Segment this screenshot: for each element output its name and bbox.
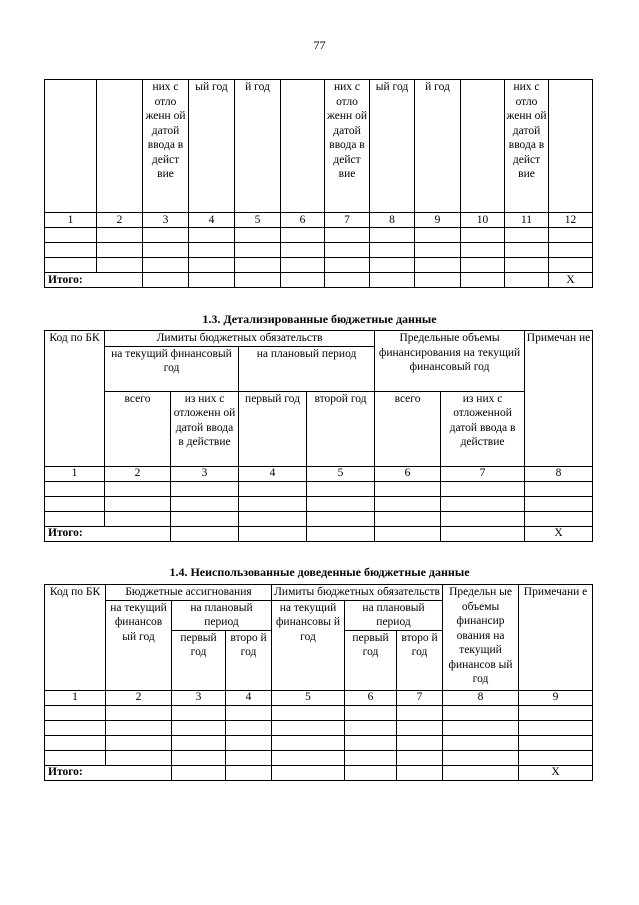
column-number-row [45,466,593,481]
column-number: 7 [325,213,370,228]
l-second-header: второ й год [397,630,443,690]
assignments-header: Бюджетные ассигнования [106,585,272,601]
total-label: Итого: [45,765,172,780]
total-row [45,273,593,288]
column-number: 6 [345,690,397,705]
column-number: 11 [505,213,549,228]
second-year-header: второй год [307,391,375,466]
table-row [45,496,593,511]
continued-table [44,79,593,288]
column-number: 8 [525,466,593,481]
column-number: 7 [441,466,525,481]
column-number: 8 [370,213,415,228]
column-number: 8 [443,690,519,705]
l-plan-header: на плановый период [345,600,443,630]
table-row [45,750,593,765]
deferred-header: из них с отложенн ой датой ввода в действие [171,391,239,466]
fin-total-header: всего [375,391,441,466]
header-cell: й год [415,80,461,213]
table-row [45,720,593,735]
header-cell: них с отло женн ой датой ввода в дейст вие [505,80,549,213]
x-mark: X [519,765,593,780]
l-first-header: первый год [345,630,397,690]
column-number: 4 [189,213,235,228]
limits-header: Лимиты бюджетных обязательств [272,585,443,601]
header-cell [461,80,505,213]
first-year-header: первый год [239,391,307,466]
note-header: Примечан ие [525,331,593,467]
note-header: Примечани е [519,585,593,691]
header-cell: ый год [189,80,235,213]
table-row [45,705,593,720]
current-year-header: на текущий финансовый год [105,346,239,391]
table-row [45,735,593,750]
x-mark: X [549,273,593,288]
table-row [45,511,593,526]
column-number: 5 [235,213,281,228]
column-number: 9 [415,213,461,228]
table-row [45,228,593,243]
column-number: 9 [519,690,593,705]
a-current-header: на текущий финансов ый год [106,600,172,690]
column-number: 3 [171,466,239,481]
header-cell [45,80,97,213]
detailed-budget-table [44,330,593,542]
column-number: 2 [97,213,143,228]
fragment-header-row [45,80,593,213]
a-plan-header: на плановый период [172,600,272,630]
column-number: 12 [549,213,593,228]
unused-budget-table [44,584,593,781]
column-number: 10 [461,213,505,228]
total-header: всего [105,391,171,466]
column-number-row [45,690,593,705]
column-number-row [45,213,593,228]
header-row [45,331,593,347]
total-row [45,765,593,780]
l-current-header: на текущий финансовы й год [272,600,345,690]
header-cell: них с отло женн ой датой ввода в дейст вие [325,80,370,213]
section-title: 1.4. Неиспользованные доведенные бюджетные данные [169,565,470,579]
column-number: 3 [143,213,189,228]
plan-period-header: на плановый период [239,346,375,391]
max-financing-header: Предельн ые объемы финансир ования на текущий финансов ый год [443,585,519,691]
column-number: 1 [45,213,97,228]
x-mark: X [525,526,593,541]
header-cell [281,80,325,213]
column-number: 6 [281,213,325,228]
header-cell: них с отло женн ой датой ввода в дейст вие [143,80,189,213]
kod-bk-header: Код по БК [45,331,105,467]
fin-deferred-header: из них с отложенной датой ввода в действие [441,391,525,466]
a-first-header: первый год [172,630,226,690]
column-number: 5 [307,466,375,481]
column-number: 3 [172,690,226,705]
column-number: 1 [45,466,105,481]
column-number: 1 [45,690,106,705]
header-row [45,391,593,466]
section-title: 1.3. Детализированные бюджетные данные [202,312,437,326]
header-row [45,585,593,601]
total-label: Итого: [45,273,143,288]
column-number: 4 [239,466,307,481]
page-number: 77 [313,38,326,52]
column-number: 6 [375,466,441,481]
column-number: 4 [226,690,272,705]
a-second-header: второ й год [226,630,272,690]
column-number: 2 [105,466,171,481]
header-cell [549,80,593,213]
table-row [45,243,593,258]
total-row [45,526,593,541]
max-financing-header: Предельные объемы финансирования на текущий финансовый год [375,331,525,392]
limits-header: Лимиты бюджетных обязательств [105,331,375,347]
header-cell [97,80,143,213]
header-cell: ый год [370,80,415,213]
column-number: 2 [106,690,172,705]
table-row [45,258,593,273]
header-cell: й год [235,80,281,213]
column-number: 7 [397,690,443,705]
column-number: 5 [272,690,345,705]
kod-bk-header: Код по БК [45,585,106,691]
table-row [45,481,593,496]
total-label: Итого: [45,526,171,541]
